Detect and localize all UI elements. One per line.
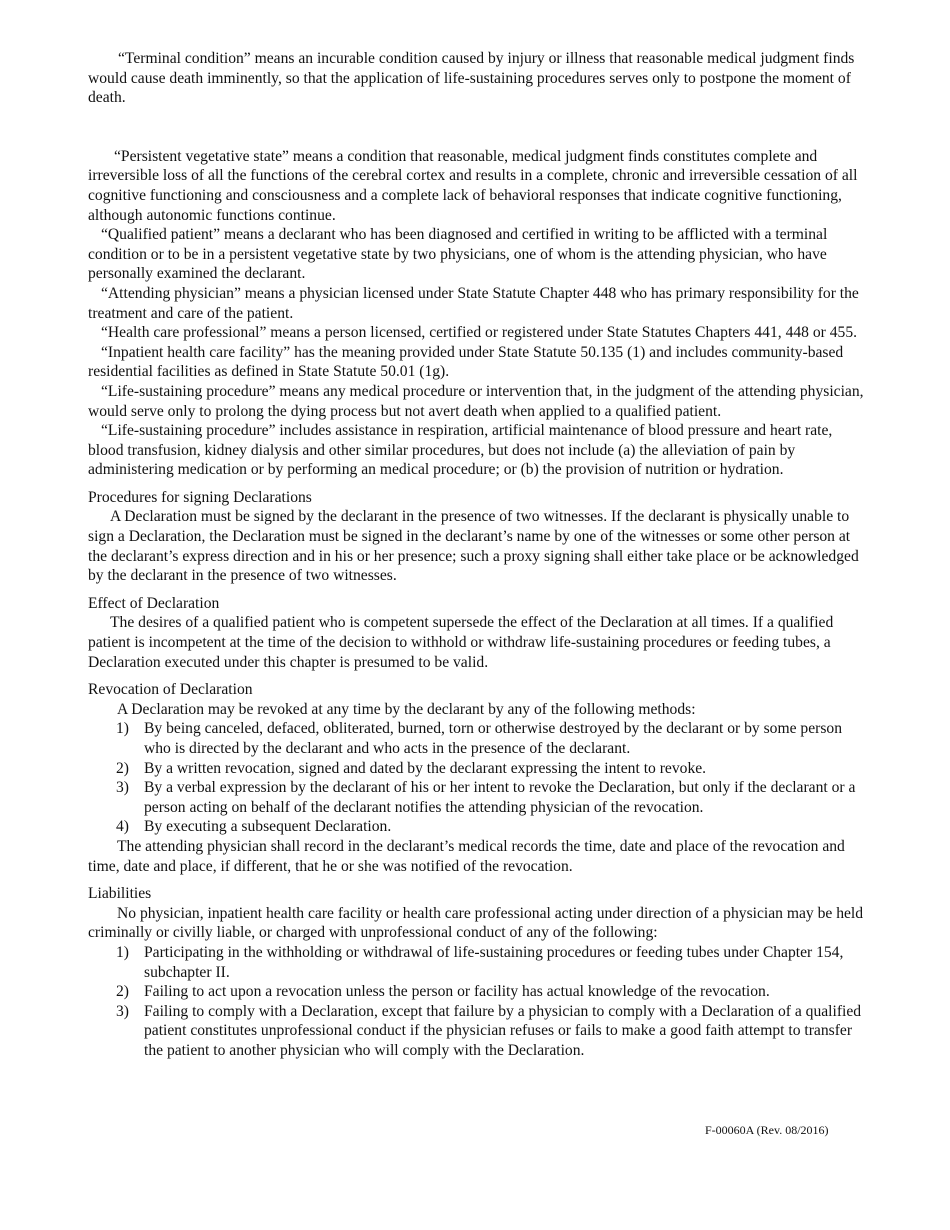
- list-item-text: By a verbal expression by the declarant of his or her intent to revoke the Declaration, but only if the declarant or a person acting on behalf of the declarant notifies the attending physician of the revocation.: [144, 779, 856, 816]
- definition-life-sustaining-procedure-includes: “Life-sustaining procedure” includes assistance in respiration, artificial maintenance of blood pressure and heart rate, blood transfusion, kidney dialysis and other similar procedures, but does not include (a) the alleviation of pain by administering medication or by performing an medical procedure; or (b) the provision of nutrition or hydration.: [88, 422, 833, 479]
- list-item: [88, 778, 870, 817]
- list-item: [88, 719, 870, 758]
- list-number: 3): [116, 779, 129, 797]
- list-item: [88, 1002, 870, 1061]
- list-item-text: Failing to comply with a Declaration, except that failure by a physician to comply with a Declaration of a qualified patient constitutes unprofessional conduct if the physician refuses or fails to make a good faith attempt to transfer the patient to another physician who will comply with the Declaration.: [144, 1002, 862, 1059]
- list-number: 4): [116, 818, 129, 836]
- section-heading-revocation: Revocation of Declaration: [88, 681, 253, 699]
- definition-persistent-vegetative-state: “Persistent vegetative state” means a condition that reasonable, medical judgment finds constitutes complete and irreversible loss of all the functions of the cerebral cortex and results in a complete, chronic and irreversible cessation of all cognitive functioning and consciousness and a complete lack of behavioral responses that indicate cognitive functioning, although autonomic functions continue.: [88, 147, 858, 224]
- liabilities-list: [88, 943, 870, 1061]
- list-number: 2): [116, 983, 129, 1001]
- list-number: 1): [116, 720, 129, 738]
- revocation-closing: The attending physician shall record in the declarant’s medical records the time, date and place of the revocation and time, date and place, if different, that he or she was notified of the revocation.: [88, 837, 845, 875]
- list-item: [88, 817, 870, 837]
- procedures-text: A Declaration must be signed by the declarant in the presence of two witnesses. If the declarant is physically unable to sign a Declaration, the Declaration must be signed in the declarant’s name by one of the witnesses or some other person at the declarant’s express direction and in his or her presence; such a proxy signing shall either take place or be acknowledged by the declarant in the presence of two witnesses.: [88, 508, 859, 585]
- list-number: 3): [116, 1002, 129, 1020]
- section-heading-procedures: Procedures for signing Declarations: [88, 488, 312, 506]
- list-item-text: Participating in the withholding or withdrawal of life-sustaining procedures or feeding tubes under Chapter 154, subchapter II.: [144, 943, 844, 981]
- form-number-footer: F-00060A (Rev. 08/2016): [705, 1123, 829, 1137]
- definition-terminal-condition: “Terminal condition” means an incurable condition caused by injury or illness that reasonable medical judgment finds would cause death imminently, so that the application of life-sustaining procedures serves only to postpone the moment of death.: [88, 50, 855, 107]
- revocation-methods-list: [88, 719, 870, 837]
- list-item-text: Failing to act upon a revocation unless the person or facility has actual knowledge of the revocation.: [144, 983, 770, 1001]
- document-page: [88, 49, 870, 1061]
- definition-attending-physician: “Attending physician” means a physician licensed under State Statute Chapter 448 who has primary responsibility for the treatment and care of the patient.: [88, 284, 859, 322]
- definition-health-care-professional: “Health care professional” means a person licensed, certified or registered under State Statutes Chapters 441, 448 or 455.: [101, 324, 858, 342]
- list-item-text: By executing a subsequent Declaration.: [144, 818, 392, 836]
- liabilities-intro: No physician, inpatient health care facility or health care professional acting under direction of a physician may be held criminally or civilly liable, or charged with unprofessional conduct of any of the following:: [88, 904, 864, 942]
- effect-text: The desires of a qualified patient who is competent supersede the effect of the Declaration at all times. If a qualified patient is incompetent at the time of the decision to withhold or withdraw life-sustaining procedures or feeding tubes, a Declaration executed under this chapter is presumed to be valid.: [88, 614, 834, 671]
- list-item-text: By being canceled, defaced, obliterated, burned, torn or otherwise destroyed by the declarant or by some person who is directed by the declarant and who acts in the presence of the declarant.: [144, 720, 843, 757]
- list-number: 1): [116, 943, 129, 961]
- spacer: [88, 108, 870, 147]
- section-heading-effect: Effect of Declaration: [88, 594, 220, 612]
- list-item-text: By a written revocation, signed and dated by the declarant expressing the intent to revoke.: [144, 759, 707, 777]
- section-heading-liabilities: Liabilities: [88, 885, 152, 903]
- list-item: [88, 759, 870, 779]
- definition-qualified-patient: “Qualified patient” means a declarant who has been diagnosed and certified in writing to be afflicted with a terminal condition or to be in a persistent vegetative state by two physicians, one of whom is the attending physician, who have personally examined the declarant.: [88, 226, 828, 283]
- definition-life-sustaining-procedure: “Life-sustaining procedure” means any medical procedure or intervention that, in the judgment of the attending physician, would serve only to prolong the dying process but not avert death when applied to a qualified patient.: [88, 382, 864, 420]
- definition-inpatient-facility: “Inpatient health care facility” has the meaning provided under State Statute 50.135 (1) and includes community-based residential facilities as defined in State Statute 50.01 (1g).: [88, 343, 844, 381]
- revocation-intro: A Declaration may be revoked at any time by the declarant by any of the following methods:: [117, 700, 696, 718]
- list-number: 2): [116, 759, 129, 777]
- list-item: [88, 943, 870, 982]
- list-item: [88, 982, 870, 1002]
